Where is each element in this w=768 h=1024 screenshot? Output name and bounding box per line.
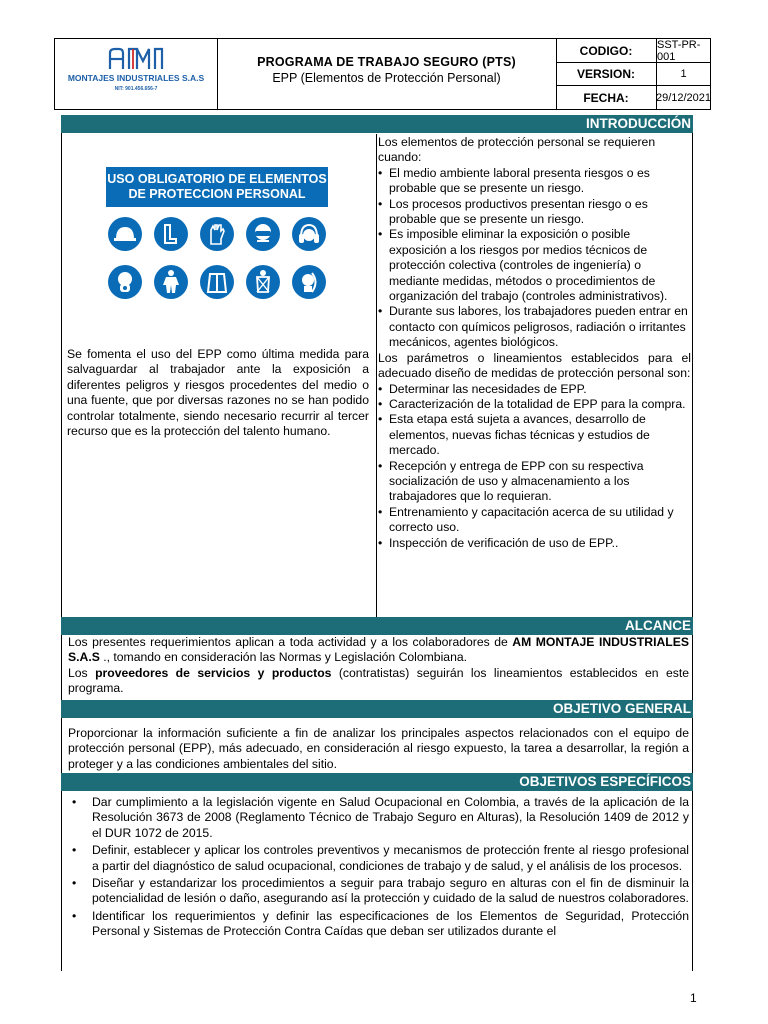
list-item: • Identificar los requerimientos y definir las especificaciones de los Elementos de Seguridad, Protección Personal y Sistemas de Protección Contra Caídas que deban ser utilizados durante el	[68, 909, 689, 940]
meta-row-fecha	[556, 85, 710, 109]
list-item: • Recepción y entrega de EPP con su respectiva socialización de uso y almacenamiento a los trabajadores que lo requieran.	[378, 459, 691, 505]
codigo-value: SST-PR-001	[657, 38, 701, 63]
meta-row-version	[556, 62, 710, 85]
intro-left-paragraph: Se fomenta el uso del EPP como última medida para salvaguardar al trabajador ante la exposición a diferentes peligros y riesgos procedentes del medio o una fuente, que por diversas razones no se han podido controlar totalmente, siendo necesario recurrir al tercer recurso que es la protección del talento humano.	[67, 347, 369, 439]
company-name: AM MONTAJE INDUSTRIALES S.A.S	[68, 635, 689, 665]
intro-left-column	[61, 134, 377, 617]
section-bar-introduccion: INTRODUCCIÓN	[61, 115, 693, 133]
section-bar-objetivos-especificos: OBJETIVOS ESPECÍFICOS	[61, 773, 693, 791]
respirator-icon	[108, 265, 142, 299]
section-bar-alcance: ALCANCE	[61, 617, 693, 635]
alcance-p2-text: Los	[68, 665, 96, 680]
list-item: • Determinar las necesidades de EPP.	[378, 382, 691, 397]
gloves-icon	[200, 217, 234, 251]
intro-right-lead: Los elementos de protección personal se requieren cuando:	[378, 135, 656, 165]
list-item: • Definir, establecer y aplicar los controles preventivos y mecanismos de protección frente al riesgo profesional a partir del diagnóstico de salud ocupacional, condiciones de trabajo y de salud, y el análisis de los procesos.	[68, 843, 689, 874]
list-item: • Los procesos productivos presentan riesgo o es probable que se presente un riesgo.	[378, 197, 691, 228]
document-subtitle: EPP (Elementos de Protección Personal)	[272, 71, 501, 85]
list-item: • Inspección de verificación de uso de EPP..	[378, 536, 691, 551]
harness-icon	[246, 265, 280, 299]
list-item: • Durante sus labores, los trabajadores pueden entrar en contacto con químicos peligrosos, radiación o irritantes mecánicos, agentes biológicos.	[378, 304, 691, 350]
alcance-paragraph-2	[68, 666, 689, 697]
alcance-paragraph-1	[68, 635, 689, 666]
document-meta-table	[556, 39, 710, 109]
alcance-p1-text: Los presentes requerimientos aplican a toda actividad y a los colaboradores de	[68, 635, 513, 649]
logo-cell	[55, 39, 218, 109]
fecha-value: 29/12/2021	[655, 91, 712, 104]
document-title: PROGRAMA DE TRABAJO SEGURO (PTS)	[257, 55, 516, 69]
objetivos-especificos-list	[68, 795, 689, 942]
intro-section	[61, 134, 693, 617]
epp-sign-line2: DE PROTECCION PERSONAL	[128, 187, 306, 201]
page-number: 1	[690, 991, 697, 1005]
ear-protection-icon	[292, 217, 326, 251]
title-cell	[217, 39, 557, 109]
list-item: • Dar cumplimiento a la legislación vigente en Salud Ocupacional en Colombia, a través de la aplicación de la Resolución 3673 de 2008 (Reglamento Técnico de Trabajo Seguro en Alturas), la Resolución 1409 de 2012 y el DUR 1072 de 2015.	[68, 795, 689, 841]
list-item: • Esta etapa está sujeta a avances, desarrollo de elementos, nuevas fichas técnicas y estudios de mercado.	[378, 412, 691, 458]
helmet-icon	[108, 217, 142, 251]
section-bar-objetivo-general: OBJETIVO GENERAL	[61, 700, 693, 718]
params-lead: Los parámetros o lineamientos establecidos para el adecuado diseño de medidas de protección personal son:	[378, 350, 691, 381]
list-item: • Diseñar y estandarizar los procedimientos a seguir para trabajo seguro en alturas con el fin de disminuir la potencialidad de lesión o daño, asegurando así la protección y cuidado de la salud de nuestros colaboradores.	[68, 876, 689, 907]
logo-nit: NIT: 901.456.656-7	[114, 86, 158, 92]
document-header	[54, 38, 711, 110]
when-required-list	[378, 166, 691, 351]
face-shield-icon	[292, 265, 326, 299]
coverall-icon	[154, 265, 188, 299]
providers-label: proveedores de servicios y productos	[95, 665, 332, 680]
intro-right-column	[378, 135, 691, 551]
epp-sign	[94, 155, 339, 313]
company-logo-icon	[107, 47, 165, 71]
alcance-p2-tail: (contratistas) seguirán los lineamientos establecidos en este programa.	[68, 665, 689, 696]
logo-name: MONTAJES INDUSTRIALES S.A.S	[67, 73, 205, 83]
codigo-label: CODIGO:	[556, 39, 657, 62]
list-item: • El medio ambiente laboral presenta riesgos o es probable que se presente un riesgo.	[378, 166, 691, 197]
goggles-icon	[246, 217, 280, 251]
meta-row-codigo	[556, 39, 710, 62]
fecha-label: FECHA:	[556, 86, 657, 109]
objetivo-general-text: Proporcionar la información suficiente a fin de analizar los principales aspectos relacionados con el equipo de protección personal (EPP), más adecuado, en consideración al riesgo expuesto, la tarea a desarrollar, la región a proteger y a las condiciones ambientales del sitio.	[68, 726, 689, 771]
version-value: 1	[680, 68, 687, 80]
list-item: • Caracterización de la totalidad de EPP para la compra.	[378, 397, 691, 412]
boots-icon	[154, 217, 188, 251]
apron-icon	[200, 265, 234, 299]
alcance-text	[68, 635, 689, 697]
list-item: • Entrenamiento y capacitación acerca de su utilidad y correcto uso.	[378, 505, 691, 536]
epp-sign-banner	[106, 167, 328, 207]
version-label: VERSION:	[556, 63, 657, 85]
parameters-list	[378, 382, 691, 551]
epp-sign-line1: USO OBLIGATORIO DE ELEMENTOS	[107, 172, 327, 186]
alcance-p1-tail: ., tomando en consideración las Normas y Legislación Colombiana.	[99, 650, 468, 665]
list-item: • Es imposible eliminar la exposición o posible exposición a los riesgos por medios técnicos de protección colectiva (controles de ingeniería) o mediante medidas, métodos o procedimientos de organización del trabajo (controles administrativos).	[378, 227, 691, 304]
